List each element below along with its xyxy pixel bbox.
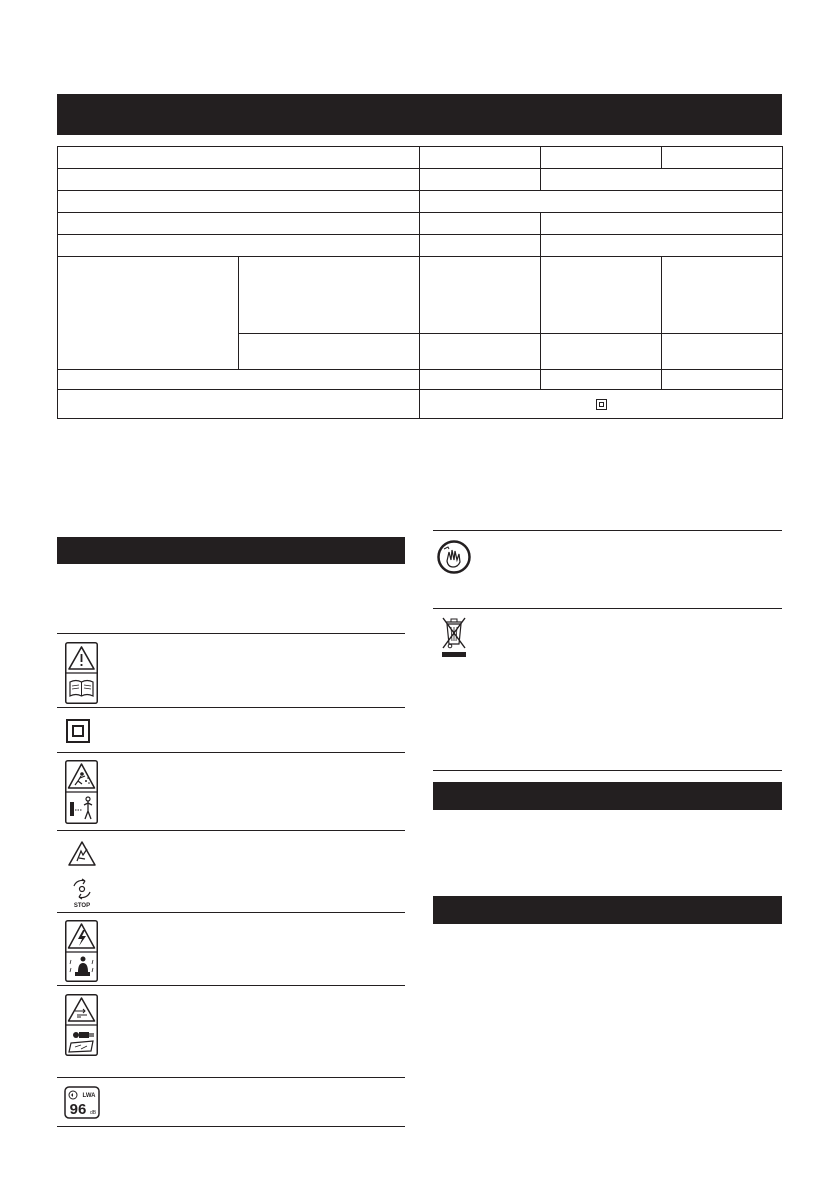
right-section-1-bar bbox=[433, 782, 782, 810]
sound-power-level-icon bbox=[64, 1086, 100, 1119]
symbol-row bbox=[57, 1077, 405, 1127]
sound-level-value: 96 bbox=[69, 1101, 87, 1118]
blade-hand-hazard-icon bbox=[437, 540, 471, 574]
table-row bbox=[58, 213, 783, 235]
table-cell bbox=[58, 191, 420, 213]
table-cell bbox=[541, 169, 783, 191]
table-cell bbox=[662, 334, 783, 370]
rotating-blade-stop-icon bbox=[65, 839, 99, 909]
table-cell bbox=[58, 257, 239, 370]
table-cell bbox=[420, 147, 541, 169]
table-row bbox=[58, 235, 783, 257]
table-cell bbox=[420, 235, 541, 257]
table-cell bbox=[420, 370, 541, 390]
table-cell bbox=[662, 370, 783, 390]
table-cell bbox=[58, 147, 420, 169]
table-cell bbox=[58, 370, 420, 390]
table-cell bbox=[420, 390, 783, 419]
symbol-row bbox=[57, 985, 405, 1078]
symbols-section-bar bbox=[57, 537, 405, 564]
divider bbox=[57, 1126, 405, 1127]
symbol-row bbox=[57, 633, 405, 708]
warning-read-manual-icon bbox=[65, 642, 98, 704]
unplug-before-maintenance-icon bbox=[65, 994, 98, 1056]
table-cell bbox=[541, 213, 783, 235]
sound-level-unit: dB bbox=[89, 1110, 97, 1116]
table-cell bbox=[239, 334, 420, 370]
weee-crossed-bin-icon bbox=[441, 616, 467, 658]
table-cell bbox=[420, 191, 783, 213]
right-section-2-bar bbox=[433, 896, 782, 924]
table-cell bbox=[541, 334, 662, 370]
electric-shock-rain-icon bbox=[65, 920, 98, 982]
table-cell bbox=[58, 235, 420, 257]
table-row bbox=[58, 370, 783, 390]
table-cell bbox=[58, 213, 420, 235]
symbol-row bbox=[57, 707, 405, 753]
table-row bbox=[58, 147, 783, 169]
symbol-row bbox=[57, 912, 405, 986]
stop-label: STOP bbox=[73, 903, 91, 909]
divider bbox=[433, 770, 782, 771]
table-cell bbox=[541, 257, 662, 334]
table-cell bbox=[58, 169, 420, 191]
double-insulation-icon bbox=[66, 719, 90, 743]
table-cell bbox=[58, 390, 420, 419]
table-cell bbox=[541, 370, 662, 390]
table-cell bbox=[662, 257, 783, 334]
table-cell bbox=[541, 147, 662, 169]
table-row bbox=[58, 191, 783, 213]
table-cell bbox=[420, 257, 541, 334]
symbol-row bbox=[433, 530, 782, 609]
table-row bbox=[58, 390, 783, 419]
table-cell bbox=[541, 235, 783, 257]
table-cell bbox=[662, 147, 783, 169]
section-header-bar bbox=[57, 94, 782, 135]
thrown-objects-keep-distance-icon bbox=[65, 760, 98, 824]
sound-level-label: LWA bbox=[82, 1093, 96, 1099]
symbol-row bbox=[57, 830, 405, 913]
table-cell bbox=[420, 169, 541, 191]
table-row bbox=[58, 169, 783, 191]
table-cell bbox=[420, 334, 541, 370]
table-row bbox=[58, 257, 783, 334]
symbol-row bbox=[433, 608, 782, 771]
symbol-row bbox=[57, 752, 405, 831]
table-cell bbox=[420, 213, 541, 235]
table-cell bbox=[239, 257, 420, 334]
double-insulation-icon bbox=[596, 399, 607, 410]
specifications-table bbox=[57, 146, 783, 419]
